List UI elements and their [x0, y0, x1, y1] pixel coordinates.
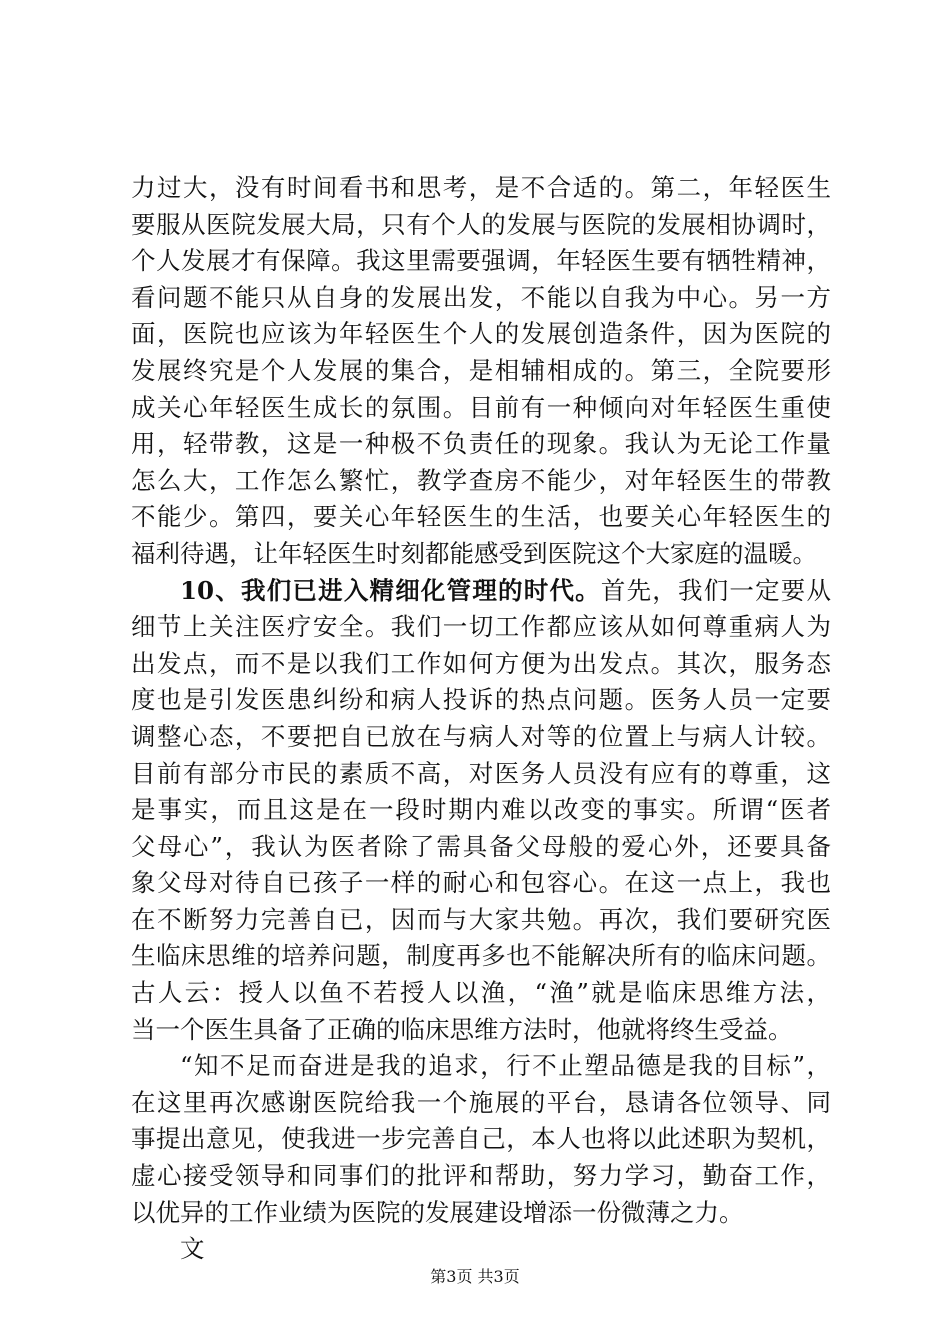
paragraph-1: [131, 170, 831, 573]
document-body: [131, 170, 831, 1268]
text-line: 福利待遇，让年轻医生时刻都能感受到医院这个大家庭的温暖。: [131, 538, 817, 568]
text-line: 文: [180, 1234, 205, 1264]
text-line: 怎么大，工作怎么繁忙，教学查房不能少，对年轻医生的带教: [131, 465, 831, 495]
text-line: 在不断努力完善自已，因而与大家共勉。再次，我们要研究医: [131, 904, 831, 934]
paragraph-2: [131, 573, 831, 1049]
text-line: 古人云：授人以鱼不若授人以渔，“渔”就是临床思维方法，: [131, 978, 831, 1008]
text-line: [131, 573, 831, 610]
text-line: 出发点，而不是以我们工作如何方便为出发点。其次，服务态: [131, 648, 831, 678]
text-line: 以优异的工作业绩为医院的发展建设增添一份微薄之力。: [131, 1197, 744, 1227]
heading-continuation: 首先，我们一定要从: [600, 575, 832, 605]
text-line: 成关心年轻医生成长的氛围。目前有一种倾向对年轻医生重使: [131, 392, 831, 422]
text-line: 用，轻带教，这是一种极不负责任的现象。我认为无论工作量: [131, 429, 831, 459]
text-line: 在这里再次感谢医院给我一个施展的平台，恳请各位领导、同: [131, 1087, 831, 1117]
text-line: 父母心”，我认为医者除了需具备父母般的爱心外，还要具备: [131, 831, 831, 861]
text-line: 面，医院也应该为年轻医生个人的发展创造条件，因为医院的: [131, 319, 831, 349]
text-line: 力过大，没有时间看书和思考，是不合适的。第二，年轻医生: [131, 173, 831, 202]
text-line: 生临床思维的培养问题，制度再多也不能解决所有的临床问题。: [131, 941, 831, 971]
text-line: 发展终究是个人发展的集合，是相辅相成的。第三，全院要形: [131, 355, 831, 385]
text-line: 象父母对待自已孩子一样的耐心和包容心。在这一点上，我也: [131, 868, 831, 898]
text-line: 细节上关注医疗安全。我们一切工作都应该从如何尊重病人为: [131, 612, 831, 642]
text-line: 事提出意见，使我进一步完善自己，本人也将以此述职为契机，: [131, 1124, 831, 1154]
paragraph-4: [131, 1231, 831, 1268]
text-line: 要服从医院发展大局，只有个人的发展与医院的发展相协调时，: [131, 209, 831, 239]
text-line: 是事实，而且这是在一段时期内难以改变的事实。所谓“医者: [131, 795, 831, 825]
text-line: 虚心接受领导和同事们的批评和帮助，努力学习，勤奋工作，: [131, 1161, 831, 1191]
text-line: 度也是引发医患纠纷和病人投诉的热点问题。医务人员一定要: [131, 685, 831, 715]
text-line: 个人发展才有保障。我这里需要强调，年轻医生要有牺牲精神，: [131, 246, 831, 276]
text-line: 看问题不能只从自身的发展出发，不能以自我为中心。另一方: [131, 282, 831, 312]
paragraph-3: [131, 1048, 831, 1231]
paragraph-heading: 10、我们已进入精细化管理的时代。: [180, 575, 601, 605]
text-line: “知不足而奋进是我的追求，行不止塑品德是我的目标”，: [180, 1051, 831, 1081]
text-line: 当一个医生具备了正确的临床思维方法时，他就将终生受益。: [131, 1014, 793, 1044]
text-line: 不能少。第四，要关心年轻医生的生活，也要关心年轻医生的: [131, 502, 831, 532]
page-footer: 第3页 共3页: [430, 1267, 520, 1286]
text-line: 目前有部分市民的素质不高，对医务人员没有应有的尊重，这: [131, 758, 831, 788]
text-line: 调整心态，不要把自已放在与病人对等的位置上与病人计较。: [131, 721, 831, 751]
